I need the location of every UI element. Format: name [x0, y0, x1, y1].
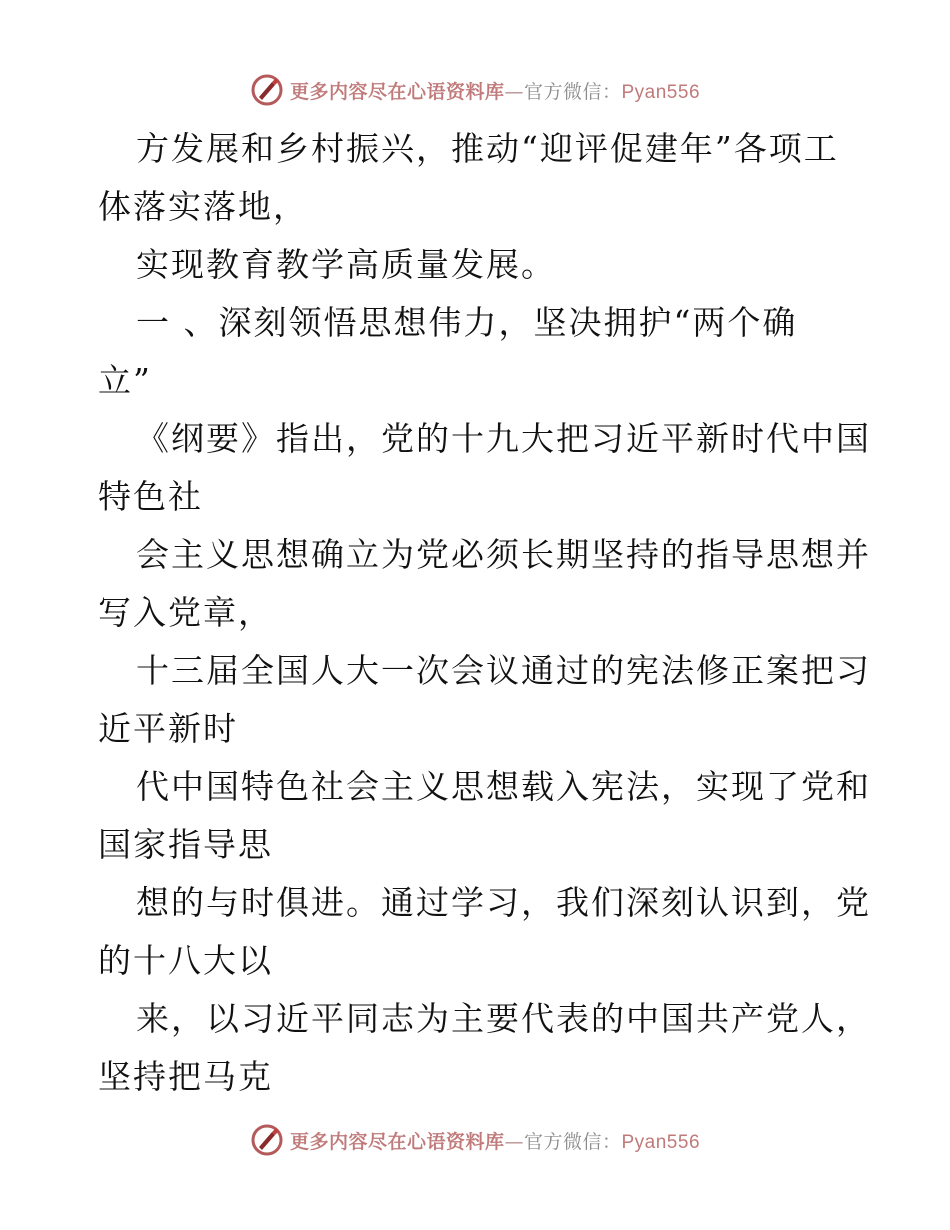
text-line: 方发展和乡村振兴，推动“迎评促建年”各项工	[136, 129, 839, 168]
section-heading-line: 一 、深刻领悟思想伟力，坚决拥护“两个确	[136, 303, 798, 342]
text-line: 的十八大以	[98, 941, 273, 980]
text-line: 实现教育教学高质量发展。	[136, 245, 556, 284]
watermark-main: 更多内容尽在心语资料库	[289, 80, 505, 103]
text-line: 特色社	[98, 477, 203, 516]
footer-watermark	[0, 1120, 950, 1160]
document-body	[98, 120, 871, 1106]
text-line: 会主义思想确立为党必须长期坚持的指导思想并	[136, 535, 871, 574]
watermark-official: 官方微信：	[523, 1130, 622, 1153]
brand-logo-icon	[250, 1123, 284, 1157]
text-line: 体落实落地，	[98, 187, 308, 226]
watermark-text	[290, 1127, 700, 1154]
watermark-id: Pyan556	[621, 81, 701, 103]
watermark-dash: —	[504, 1130, 524, 1153]
watermark-text	[290, 77, 700, 104]
text-line: 来，以习近平同志为主要代表的中国共产党人，	[136, 999, 871, 1038]
section-heading-line: 立”	[98, 361, 152, 400]
text-line: 近平新时	[98, 709, 238, 748]
text-line: 想的与时俱进。通过学习，我们深刻认识到，党	[136, 883, 871, 922]
watermark-main: 更多内容尽在心语资料库	[289, 1130, 505, 1153]
text-line: 代中国特色社会主义思想载入宪法，实现了党和	[136, 767, 871, 806]
text-line: 《纲要》指出，党的十九大把习近平新时代中国	[136, 419, 871, 458]
watermark-id: Pyan556	[621, 1131, 701, 1153]
text-line: 坚持把马克	[98, 1057, 273, 1096]
text-line: 十三届全国人大一次会议通过的宪法修正案把习	[136, 651, 871, 690]
header-watermark	[0, 70, 950, 110]
brand-logo-icon	[250, 73, 284, 107]
watermark-dash: —	[504, 80, 524, 103]
text-line: 国家指导思	[98, 825, 273, 864]
watermark-official: 官方微信：	[523, 80, 622, 103]
text-line: 写入党章，	[98, 593, 273, 632]
